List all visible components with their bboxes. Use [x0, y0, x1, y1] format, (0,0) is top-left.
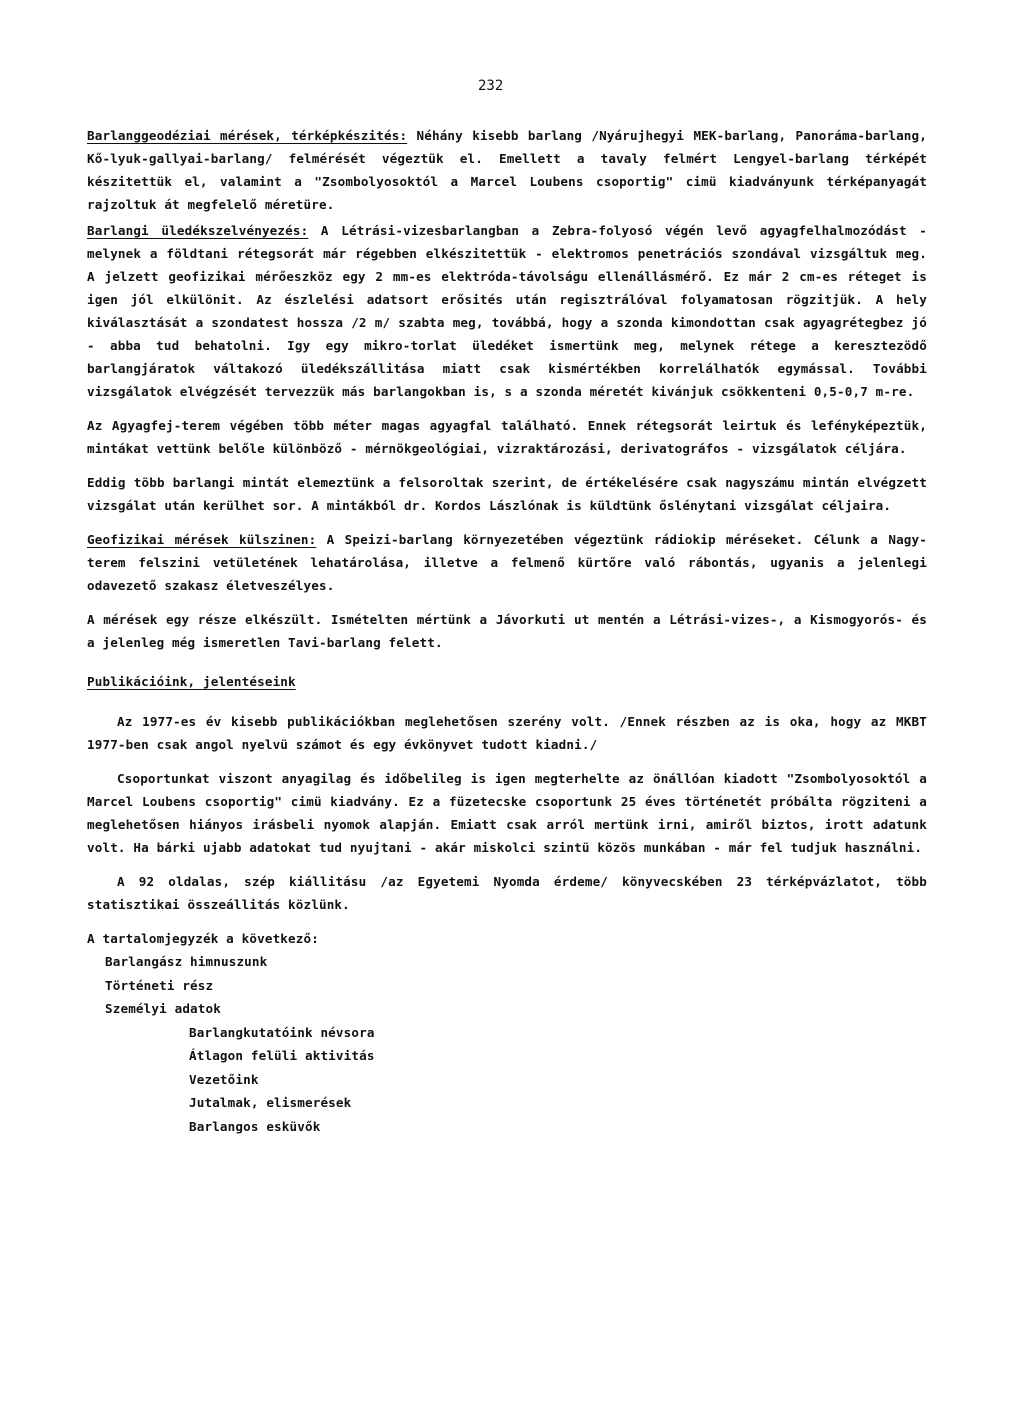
heading-geodesy: Barlanggeodéziai mérések, térképkészités:: [87, 128, 408, 143]
toc-subitem: Átlagon felüli aktivitás: [189, 1048, 375, 1063]
paragraph-geophysics: [87, 528, 927, 597]
paragraph-measurements: A mérések egy része elkészült. Ismételten mértünk a Jávorkuti ut mentén a Létrási-vizes-, a Kismogyorós- és a jelenleg még ismeretlen Tavi-barlang felett.: [87, 612, 927, 650]
page-content: [87, 124, 927, 1138]
text-geodesy: Néhány kisebb barlang /Nyárujhegyi MEK-barlang, Panoráma-barlang, Kő-lyuk-gallyai-barlang/ felmérését végeztük el. Emellett a tavaly felmért Lengyel-barlang térképét készitettük el, valamint a "Zsombolyosoktól a Marcel Loubens csoportig" cimü kiadványunk térképanyagát rajzoltuk át megfelelő méretüre.: [87, 128, 927, 212]
text-sediment: A Létrási-vizesbarlangban a Zebra-folyosó végén levő agyagfelhalmozódást - melynek a földtani rétegsorát már régebben elkészitettük - elektromos penetrációs szondával vizsgáltuk meg. A jelzett geofizikai mérőeszköz egy 2 mm-es elektróda-távolságu ellenállásmérő. Ez már 2 cm-es réteget is igen jól elkülönit. Az észlelési adatsort erősités után regisztrálóval folyamatosan rögzitjük. A hely kiválasztását a szondatest hossza /2 m/ szabta meg, továbbá, hogy a szonda kimondottan csak agyagrétegbez jó - abba tud behatolni. Igy egy mikro-torlat üledéket ismertünk meg, melynek rétege a keresztezödő barlangjáratok váltakozó üledékszállitása miatt csak kismértékben korrelálhatók egymással. További vizsgálatok elvégzését tervezzük más barlangokban is, s a szonda méretét kivánjuk csökkenteni 0,5-0,7 m-re.: [87, 223, 927, 399]
toc-subitem: Vezetőink: [189, 1071, 259, 1087]
paragraph-samples: Eddig több barlangi mintát elemeztünk a felsoroltak szerint, de értékelésére csak nagyszámu mintán elvégzett vizsgálat után kerülhet sor. A mintákból dr. Kordos Lászlónak is küldtünk őslénytani vizsgálat céljaira.: [87, 475, 927, 513]
toc-item: Történeti rész: [105, 977, 214, 993]
table-of-contents: [87, 950, 927, 1138]
heading-sediment: Barlangi üledékszelvényezés:: [87, 223, 309, 238]
heading-publications: Publikációink, jelentéseink: [87, 674, 296, 689]
page-number: 232: [478, 78, 504, 94]
toc-intro: A tartalomjegyzék a következő:: [87, 931, 319, 946]
paragraph-publications-1: Az 1977-es év kisebb publikációkban meglehetősen szerény volt. /Ennek részben az is oka, hogy az MKBT 1977-ben csak angol nyelvü számot és egy évkönyvet tudott kiadni./: [87, 714, 927, 752]
paragraph-agyagfej: Az Agyagfej-terem végében több méter magas agyagfal található. Ennek rétegsorát leirtuk és lefényképeztük, mintákat vettünk belőle különböző - mérnökgeológiai, vizraktározási, derivatográfos - vizsgálatok céljára.: [87, 418, 927, 456]
paragraph-publications-2: Csoportunkat viszont anyagilag és időbelileg is igen megterhelte az önállóan kiadott "Zsombolyosoktól a Marcel Loubens csoportig" cimü kiadvány. Ez a füzetecske csoportunk 25 éves történetét próbálta rögziteni a meglehetősen hiányos irásbeli nyomok alapján. Emiatt csak arról mertünk irni, amiről biztos, irott adatunk volt. Ha bárki ujabb adatokat tud nyujtani - akár miskolci szintü közös munkában - már fel tudjuk használni.: [87, 771, 927, 855]
toc-item: Személyi adatok: [105, 1001, 221, 1016]
paragraph-publications-3: A 92 oldalas, szép kiállitásu /az Egyetemi Nyomda érdeme/ könyvecskében 23 térképvázlatot, több statisztikai összeállitás közlünk.: [87, 874, 927, 912]
heading-geophysics: Geofizikai mérések külszinen:: [87, 532, 317, 547]
paragraph-sediment: [87, 219, 927, 403]
toc-item: Barlangász himnuszunk: [105, 954, 268, 969]
toc-subitem: Barlangkutatóink névsora: [189, 1024, 375, 1040]
text-geophysics: A Speizi-barlang környezetében végeztünk rádiokip méréseket. Célunk a Nagy-terem felszini vetületének lehatárolása, illetve a felmenő kürtőre való rábontás, ugyanis a jelenlegi odavezető szakasz életveszélyes.: [87, 532, 927, 593]
toc-subitem: Jutalmak, elismerések: [189, 1095, 352, 1110]
toc-subitem: Barlangos esküvők: [189, 1118, 321, 1134]
paragraph-geodesy: [87, 124, 927, 216]
